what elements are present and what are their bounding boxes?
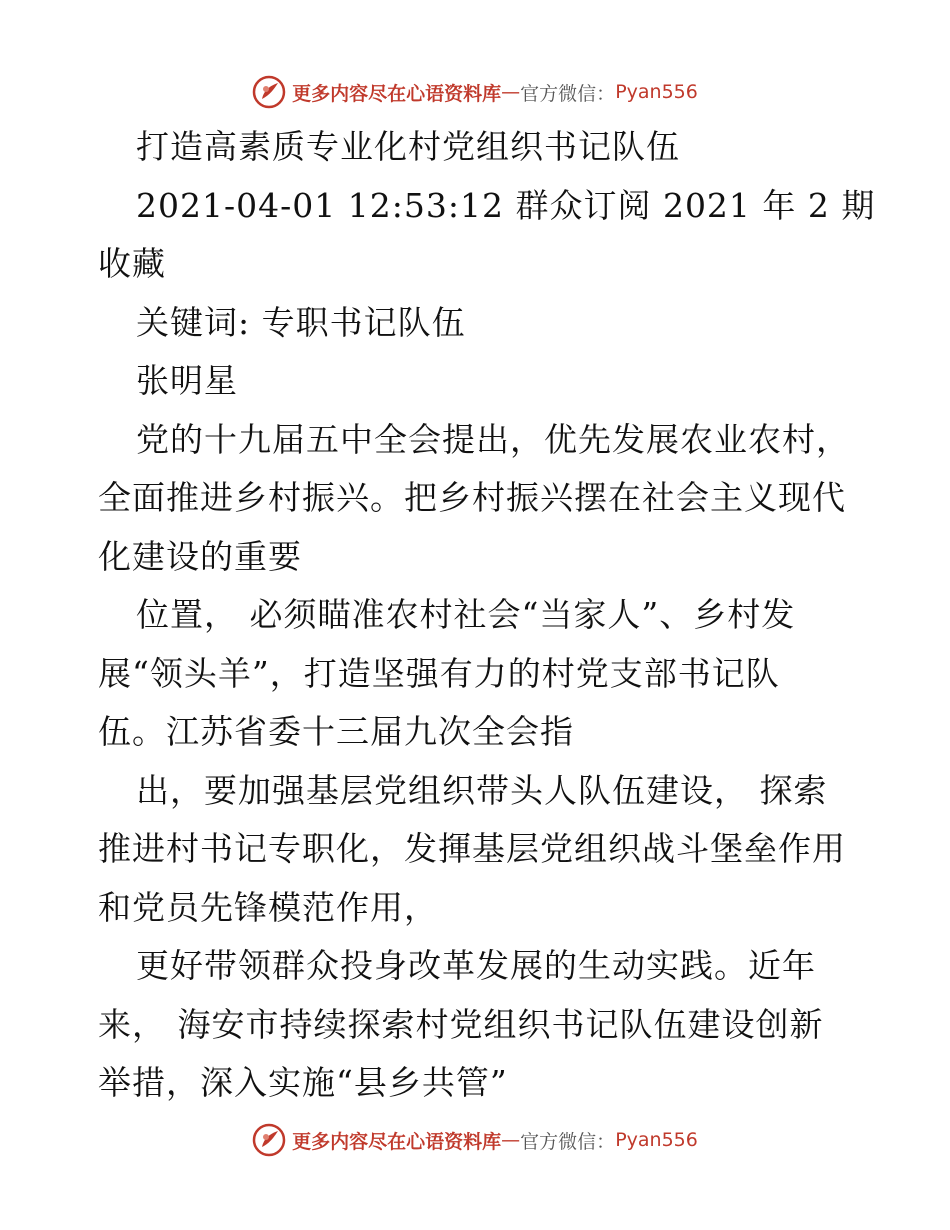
document-body xyxy=(98,118,876,1113)
keywords-line: 关键词: 专职书记队伍 xyxy=(136,302,466,342)
watermark-dash: — xyxy=(501,81,521,103)
watermark-contact-text: 官方微信： xyxy=(520,1130,616,1153)
watermark-header xyxy=(0,72,950,112)
text-line: 出，要加强基层党组织带头人队伍建设， 探索 xyxy=(136,770,828,810)
article-meta: 2021-04-01 12:53:12 群众订阅 2021 年 2 期 xyxy=(136,185,876,225)
watermark-dash: — xyxy=(501,1129,521,1151)
text-line: 伍。江苏省委十三届九次全会指 xyxy=(98,712,574,751)
text-line: 来， 海安市持续探索村党组织书记队伍建设创新 xyxy=(98,1004,824,1044)
text-line: 全面推进乡村振兴。把乡村振兴摆在社会主义现代 xyxy=(98,478,846,517)
article-title: 打造高素质专业化村党组织书记队伍 xyxy=(136,127,680,166)
watermark-site-text: 更多内容尽在心语资料库 xyxy=(292,82,502,105)
watermark-wechat-id: Pyan556 xyxy=(615,81,698,103)
text-line: 展“领头羊”，打造坚强有力的村党支部书记队 xyxy=(98,653,780,693)
watermark-footer xyxy=(0,1120,950,1160)
text-line: 举措，深入实施“县乡共管” xyxy=(98,1063,508,1102)
text-line: 党的十九届五中全会提出，优先发展农业农村， xyxy=(136,419,850,459)
watermark-contact-text: 官方微信： xyxy=(520,82,616,105)
watermark-site-text: 更多内容尽在心语资料库 xyxy=(292,1130,502,1153)
flower-logo-icon xyxy=(252,1123,286,1157)
watermark-wechat-id: Pyan556 xyxy=(615,1129,698,1151)
text-line: 推进村书记专职化，发揮基层党组织战斗堡垒作用 xyxy=(98,829,846,868)
text-line: 位置， 必须瞄准农村社会“当家人”、乡村发 xyxy=(136,595,796,634)
flower-logo-icon xyxy=(252,75,286,109)
text-line: 更好带领群众投身改革发展的生动实践。近年 xyxy=(136,946,816,985)
text-line: 化建设的重要 xyxy=(98,536,302,576)
text-line: 和党员先锋模范作用， xyxy=(98,887,438,927)
text-line: 收藏 xyxy=(98,244,166,283)
author-line: 张明星 xyxy=(136,361,238,400)
